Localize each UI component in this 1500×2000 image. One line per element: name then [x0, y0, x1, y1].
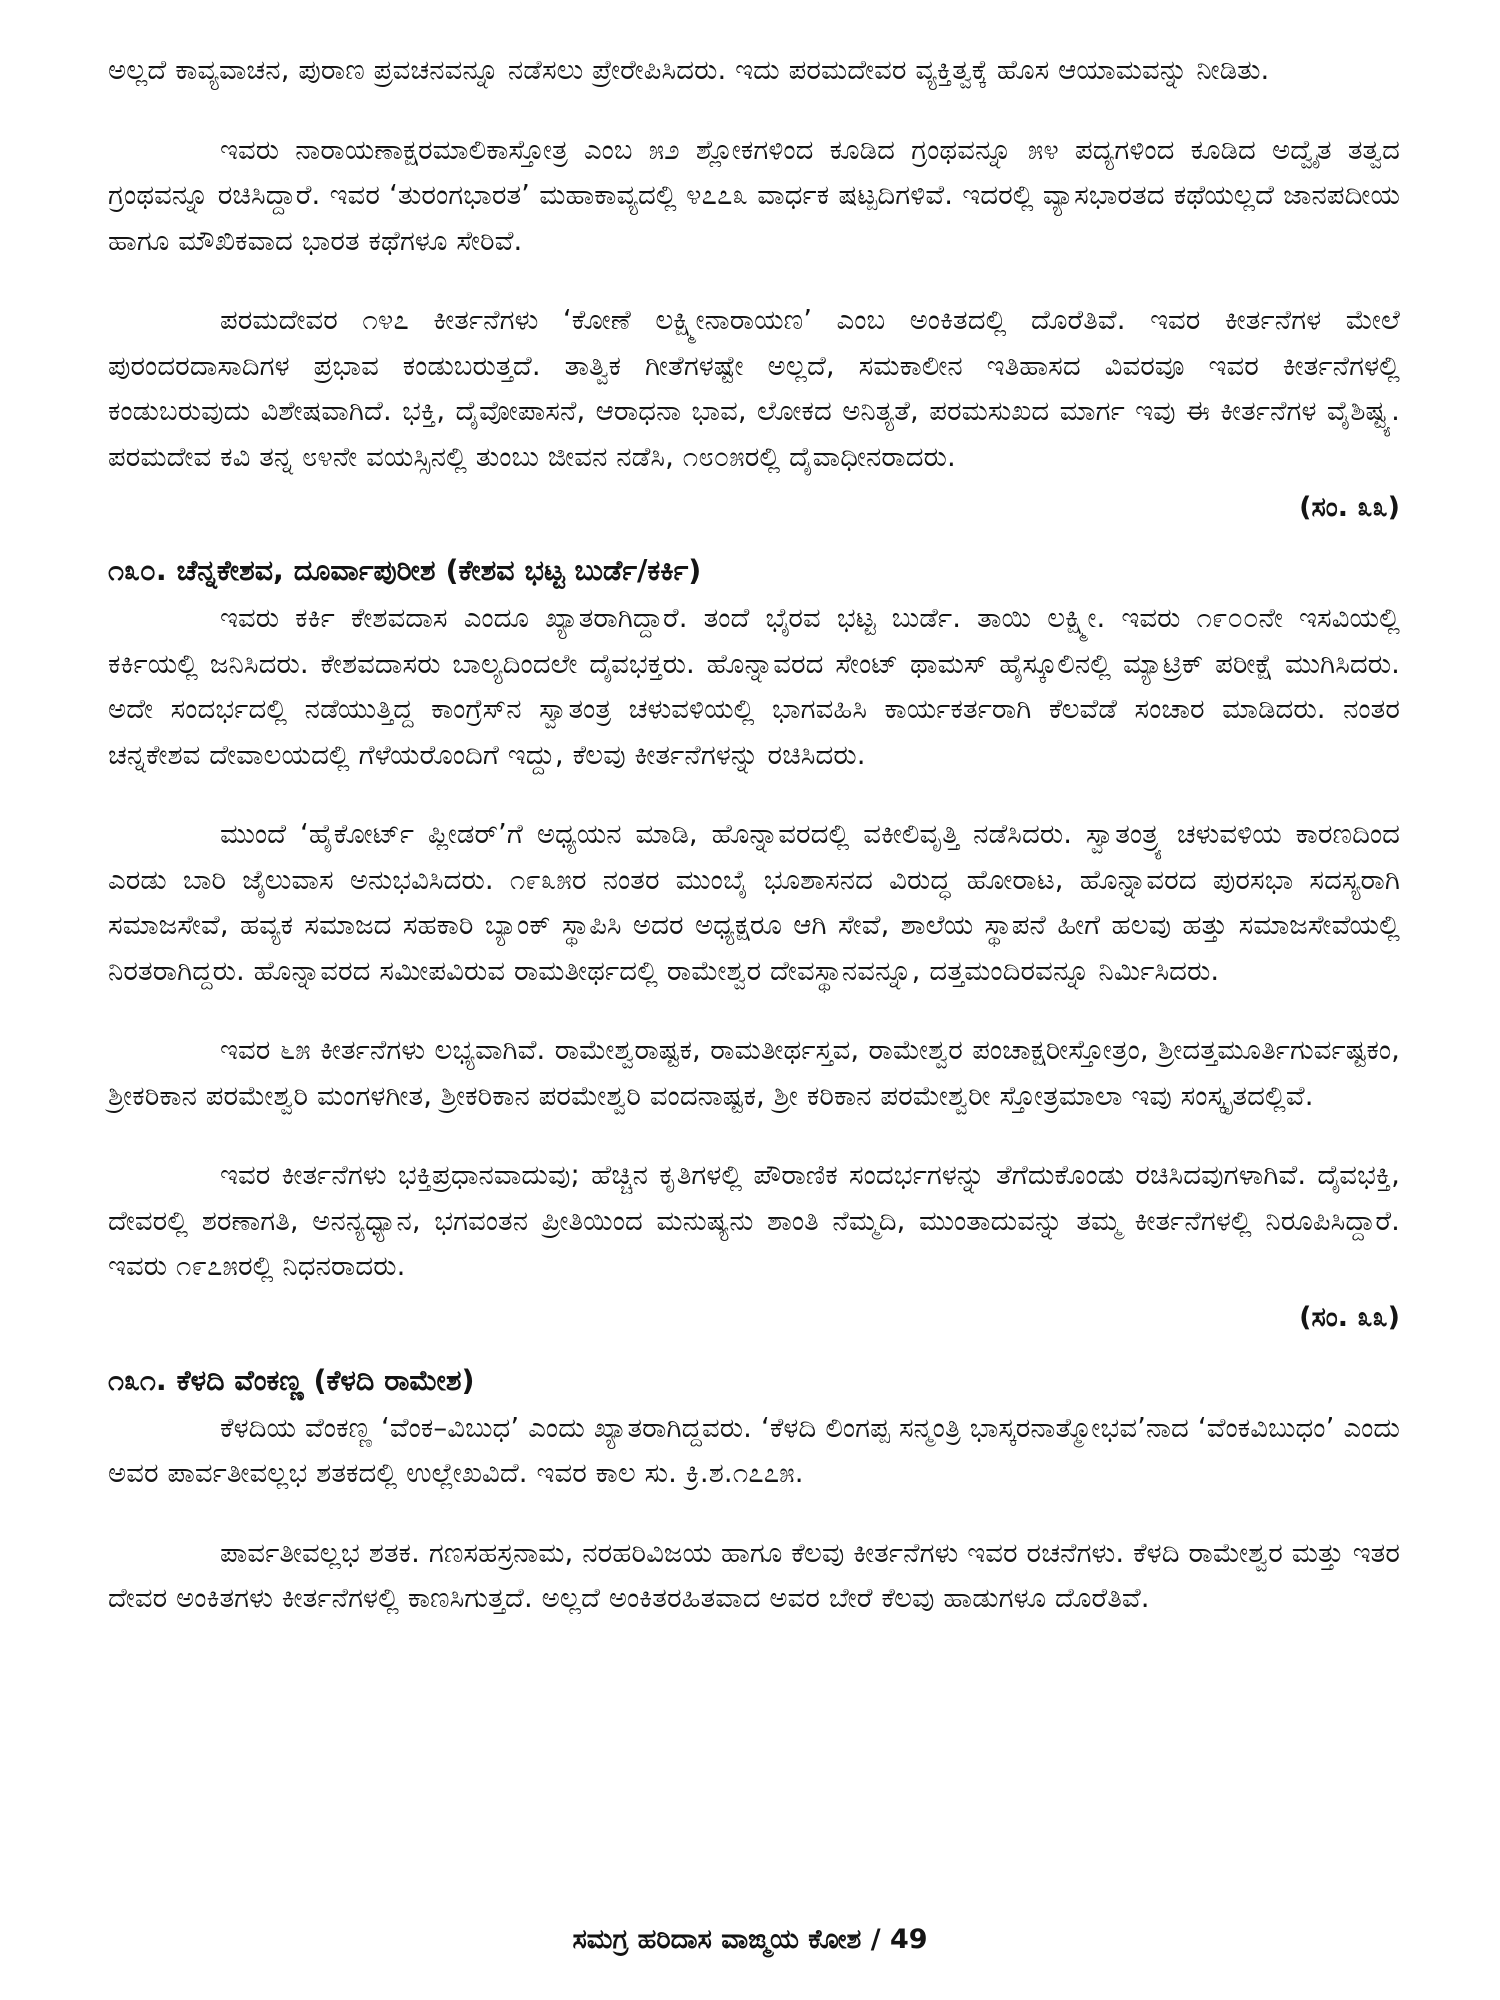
page-footer: ಸಮಗ್ರ ಹರಿದಾಸ ವಾಙ್ಮಯ ಕೋಶ / 49: [572, 1924, 928, 1955]
paragraph: ಅಲ್ಲದೆ ಕಾವ್ಯವಾಚನ, ಪುರಾಣ ಪ್ರವಚನವನ್ನೂ ನಡೆಸಲು ಪ್ರೇರೇಪಿಸಿದರು. ಇದು ಪರಮದೇವರ ವ್ಯಕ್ತಿತ್ವಕ್ಕೆ ಹೊಸ ಆಯಾಮವನ್ನು ನೀಡಿತು.: [108, 54, 1270, 86]
paragraph: ಪಾರ್ವತೀವಲ್ಲಭ ಶತಕ. ಗಣಸಹಸ್ರನಾಮ, ನರಹರಿವಿಜಯ ಹಾಗೂ ಕೆಲವು ಕೀರ್ತನೆಗಳು ಇವರ ರಚನೆಗಳು. ಕೆಳದಿ ರಾಮೇಶ್ವರ ಮತ್ತು ಇತರ ದೇವರ ಅಂಕಿತಗಳು ಕೀರ್ತನೆಗಳಲ್ಲಿ ಕಾಣಸಿಗುತ್ತದೆ. ಅಲ್ಲದೆ ಅಂಕಿತರಹಿತವಾದ ಅವರ ಬೇರೆ ಕೆಲವು ಹಾಡುಗಳೂ ದೊರೆತಿವೆ.: [108, 1536, 1400, 1614]
section-heading: ೧೩೧. ಕೆಳದಿ ವೆಂಕಣ್ಣ (ಕೆಳದಿ ರಾಮೇಶ): [108, 1363, 475, 1397]
page-body: [108, 48, 1400, 1656]
author-signature: (ಸಂ. ೩೩): [1299, 492, 1400, 523]
paragraph: ಇವರು ನಾರಾಯಣಾಕ್ಷರಮಾಲಿಕಾಸ್ತೋತ್ರ ಎಂಬ ೫೨ ಶ್ಲೋಕಗಳಿಂದ ಕೂಡಿದ ಗ್ರಂಥವನ್ನೂ ೫೪ ಪದ್ಯಗಳಿಂದ ಕೂಡಿದ ಅದ್ವೈತ ತತ್ವದ ಗ್ರಂಥವನ್ನೂ ರಚಿಸಿದ್ದಾರೆ. ಇವರ ‘ತುರಂಗಭಾರತ’ ಮಹಾಕಾವ್ಯದಲ್ಲಿ ೪೭೭೩ ವಾರ್ಧಕ ಷಟ್ಪದಿಗಳಿವೆ. ಇದರಲ್ಲಿ ವ್ಯಾಸಭಾರತದ ಕಥೆಯಲ್ಲದೆ ಜಾನಪದೀಯ ಹಾಗೂ ಮೌಖಿಕವಾದ ಭಾರತ ಕಥೆಗಳೂ ಸೇರಿವೆ.: [108, 133, 1400, 257]
author-signature: (ಸಂ. ೩೩): [1299, 1301, 1400, 1333]
paragraph: ಇವರ ೬೫ ಕೀರ್ತನೆಗಳು ಲಭ್ಯವಾಗಿವೆ. ರಾಮೇಶ್ವರಾಷ್ಟಕ, ರಾಮತೀರ್ಥಸ್ತವ, ರಾಮೇಶ್ವರ ಪಂಚಾಕ್ಷರೀಸ್ತೋತ್ರಂ, ಶ್ರೀದತ್ತಮೂರ್ತಿಗುರ್ವಷ್ಟಕಂ, ಶ್ರೀಕರಿಕಾನ ಪರಮೇಶ್ವರಿ ಮಂಗಳಗೀತ, ಶ್ರೀಕರಿಕಾನ ಪರಮೇಶ್ವರಿ ವಂದನಾಷ್ಟಕ, ಶ್ರೀ ಕರಿಕಾನ ಪರಮೇಶ್ವರೀ ಸ್ತೋತ್ರಮಾಲಾ ಇವು ಸಂಸ್ಕೃತದಲ್ಲಿವೆ.: [108, 1034, 1400, 1112]
section-heading: ೧೩೦. ಚೆನ್ನಕೇಶವ, ದೂರ್ವಾಪುರೀಶ (ಕೇಶವ ಭಟ್ಟ ಬುರ್ಡೆ/ಕರ್ಕಿ): [108, 554, 702, 587]
paragraph: ಮುಂದೆ ‘ಹೈಕೋರ್ಟ್ ಪ್ಲೀಡರ್’ಗೆ ಅಧ್ಯಯನ ಮಾಡಿ, ಹೊನ್ನಾವರದಲ್ಲಿ ವಕೀಲಿವೃತ್ತಿ ನಡೆಸಿದರು. ಸ್ವಾತಂತ್ರ್ಯ ಚಳುವಳಿಯ ಕಾರಣದಿಂದ ಎರಡು ಬಾರಿ ಜೈಲುವಾಸ ಅನುಭವಿಸಿದರು. ೧೯೩೫ರ ನಂತರ ಮುಂಬೈ ಭೂಶಾಸನದ ವಿರುದ್ಧ ಹೋರಾಟ, ಹೊನ್ನಾವರದ ಪುರಸಭಾ ಸದಸ್ಯರಾಗಿ ಸಮಾಜಸೇವೆ, ಹವ್ಯಕ ಸಮಾಜದ ಸಹಕಾರಿ ಬ್ಯಾಂಕ್ ಸ್ಥಾಪಿಸಿ ಅದರ ಅಧ್ಯಕ್ಷರೂ ಆಗಿ ಸೇವೆ, ಶಾಲೆಯ ಸ್ಥಾಪನೆ ಹೀಗೆ ಹಲವು ಹತ್ತು ಸಮಾಜಸೇವೆಯಲ್ಲಿ ನಿರತರಾಗಿದ್ದರು. ಹೊನ್ನಾವರದ ಸಮೀಪವಿರುವ ರಾಮತೀರ್ಥದಲ್ಲಿ ರಾಮೇಶ್ವರ ದೇವಸ್ಥಾನವನ್ನೂ, ದತ್ತಮಂದಿರವನ್ನೂ ನಿರ್ಮಿಸಿದರು.: [108, 818, 1400, 987]
paragraph: ಕೆಳದಿಯ ವೆಂಕಣ್ಣ ‘ವೆಂಕ–ವಿಬುಧ’ ಎಂದು ಖ್ಯಾತರಾಗಿದ್ದವರು. ‘ಕೆಳದಿ ಲಿಂಗಪ್ಪ ಸನ್ಮಂತ್ರಿ ಭಾಸ್ಕರನಾತ್ಮೋಭವ’ನಾದ ‘ವೆಂಕವಿಬುಧಂ’ ಎಂದು ಅವರ ಪಾರ್ವತೀವಲ್ಲಭ ಶತಕದಲ್ಲಿ ಉಲ್ಲೇಖವಿದೆ. ಇವರ ಕಾಲ ಸು. ಕ್ರಿ.ಶ.೧೭೭೫.: [108, 1411, 1400, 1489]
paragraph: ಇವರು ಕರ್ಕಿ ಕೇಶವದಾಸ ಎಂದೂ ಖ್ಯಾತರಾಗಿದ್ದಾರೆ. ತಂದೆ ಭೈರವ ಭಟ್ಟ ಬುರ್ಡೆ. ತಾಯಿ ಲಕ್ಷ್ಮೀ. ಇವರು ೧೯೦೦ನೇ ಇಸವಿಯಲ್ಲಿ ಕರ್ಕಿಯಲ್ಲಿ ಜನಿಸಿದರು. ಕೇಶವದಾಸರು ಬಾಲ್ಯದಿಂದಲೇ ದೈವಭಕ್ತರು. ಹೊನ್ನಾವರದ ಸೇಂಟ್ ಥಾಮಸ್ ಹೈಸ್ಕೂಲಿನಲ್ಲಿ ಮ್ಯಾಟ್ರಿಕ್ ಪರೀಕ್ಷೆ ಮುಗಿಸಿದರು. ಅದೇ ಸಂದರ್ಭದಲ್ಲಿ ನಡೆಯುತ್ತಿದ್ದ ಕಾಂಗ್ರೆಸ್‌ನ ಸ್ವಾತಂತ್ರ ಚಳುವಳಿಯಲ್ಲಿ ಭಾಗವಹಿಸಿ ಕಾರ್ಯಕರ್ತರಾಗಿ ಕೆಲವೆಡೆ ಸಂಚಾರ ಮಾಡಿದರು. ನಂತರ ಚನ್ನಕೇಶವ ದೇವಾಲಯದಲ್ಲಿ ಗೆಳೆಯರೊಂದಿಗೆ ಇದ್ದು, ಕೆಲವು ಕೀರ್ತನೆಗಳನ್ನು ರಚಿಸಿದರು.: [108, 602, 1400, 771]
paragraph: ಪರಮದೇವರ ೧೪೭ ಕೀರ್ತನೆಗಳು ‘ಕೋಣೆ ಲಕ್ಷ್ಮೀನಾರಾಯಣ’ ಎಂಬ ಅಂಕಿತದಲ್ಲಿ ದೊರೆತಿವೆ. ಇವರ ಕೀರ್ತನೆಗಳ ಮೇಲೆ ಪುರಂದರದಾಸಾದಿಗಳ ಪ್ರಭಾವ ಕಂಡುಬರುತ್ತದೆ. ತಾತ್ವಿಕ ಗೀತೆಗಳಷ್ಟೇ ಅಲ್ಲದೆ, ಸಮಕಾಲೀನ ಇತಿಹಾಸದ ವಿವರವೂ ಇವರ ಕೀರ್ತನೆಗಳಲ್ಲಿ ಕಂಡುಬರುವುದು ವಿಶೇಷವಾಗಿದೆ. ಭಕ್ತಿ, ದೈವೋಪಾಸನೆ, ಆರಾಧನಾ ಭಾವ, ಲೋಕದ ಅನಿತ್ಯತೆ, ಪರಮಸುಖದ ಮಾರ್ಗ ಇವು ಈ ಕೀರ್ತನೆಗಳ ವೈಶಿಷ್ಟ್ಯ. ಪರಮದೇವ ಕವಿ ತನ್ನ ೮೪ನೇ ವಯಸ್ಸಿನಲ್ಲಿ ತುಂಬು ಜೀವನ ನಡೆಸಿ, ೧೮೦೫ರಲ್ಲಿ ದೈವಾಧೀನರಾದರು.: [108, 304, 1400, 473]
paragraph: ಇವರ ಕೀರ್ತನೆಗಳು ಭಕ್ತಿಪ್ರಧಾನವಾದುವು; ಹೆಚ್ಚಿನ ಕೃತಿಗಳಲ್ಲಿ ಪೌರಾಣಿಕ ಸಂದರ್ಭಗಳನ್ನು ತೆಗೆದುಕೊಂಡು ರಚಿಸಿದವುಗಳಾಗಿವೆ. ದೈವಭಕ್ತಿ, ದೇವರಲ್ಲಿ ಶರಣಾಗತಿ, ಅನನ್ಯಧ್ಯಾನ, ಭಗವಂತನ ಪ್ರೀತಿಯಿಂದ ಮನುಷ್ಯನು ಶಾಂತಿ ನೆಮ್ಮದಿ, ಮುಂತಾದುವನ್ನು ತಮ್ಮ ಕೀರ್ತನೆಗಳಲ್ಲಿ ನಿರೂಪಿಸಿದ್ದಾರೆ. ಇವರು ೧೯೭೫ರಲ್ಲಿ ನಿಧನರಾದರು.: [108, 1159, 1400, 1282]
